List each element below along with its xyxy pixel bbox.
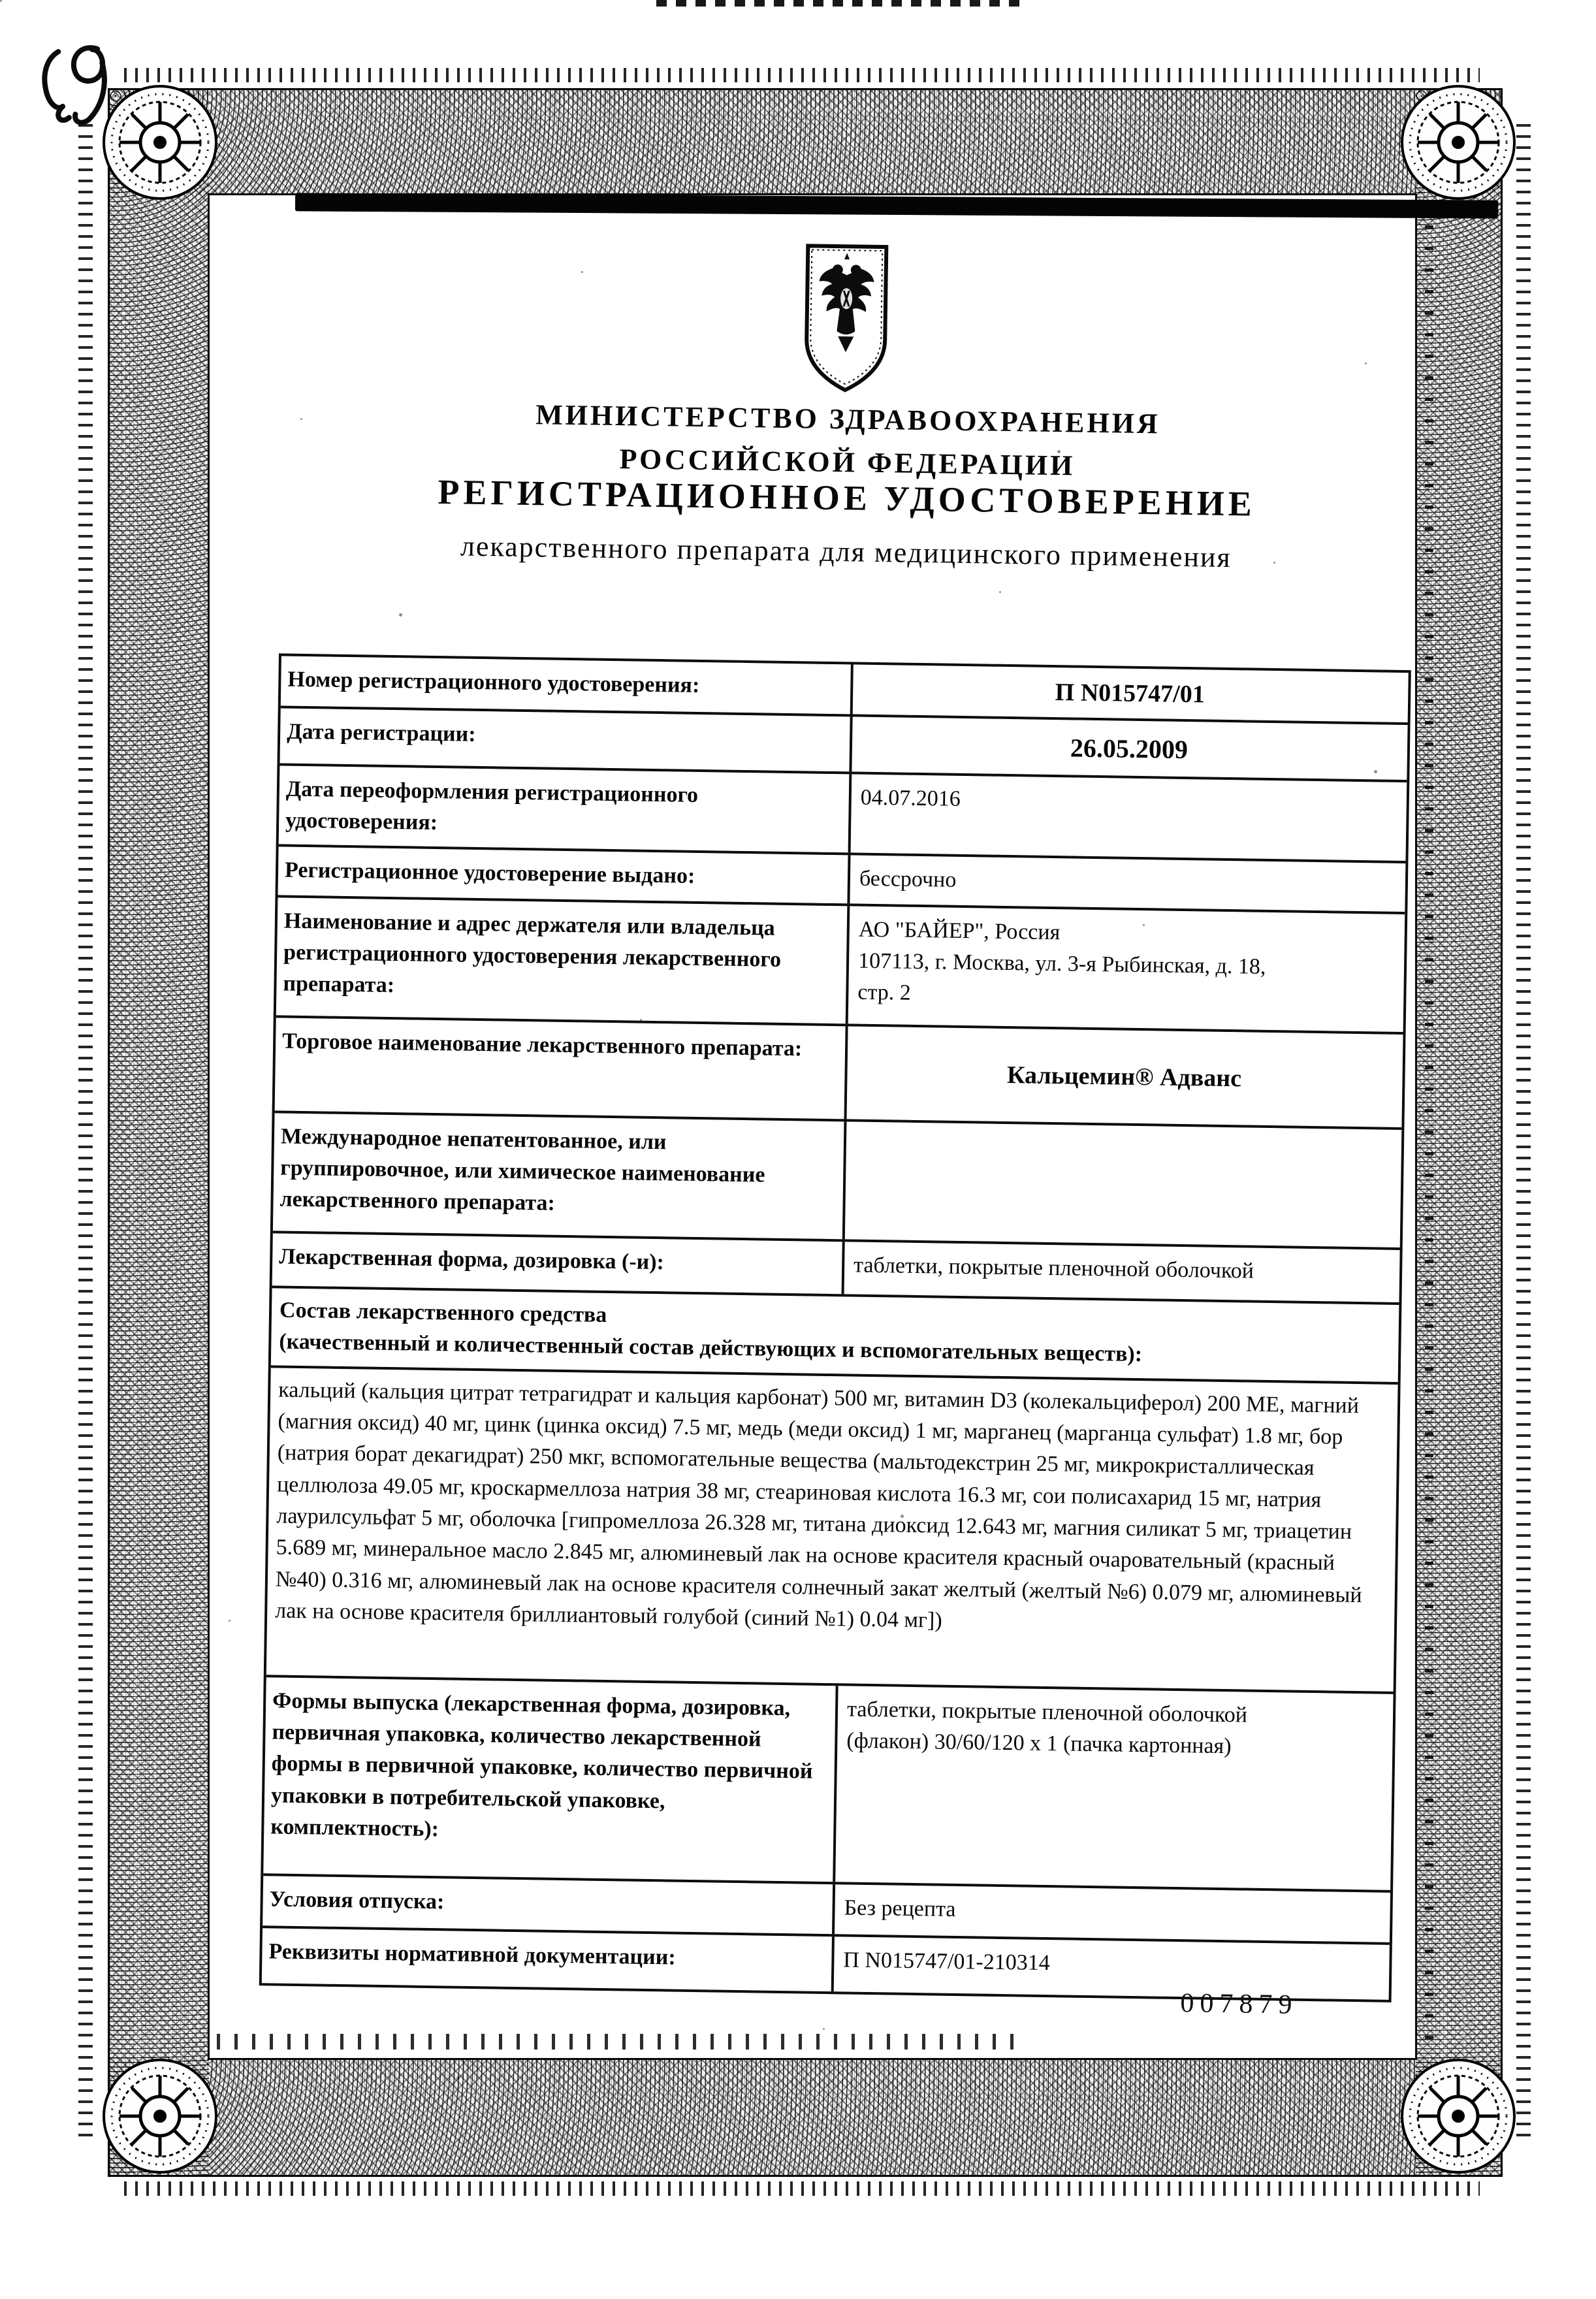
ministry-name: МИНИСТЕРСТВО ЗДРАВООХРАНЕНИЯ РОССИЙСКОЙ ФЕДЕРАЦИИ bbox=[535, 398, 1161, 482]
row-label: Дата переоформления регистрационного удостоверения: bbox=[285, 777, 699, 835]
row-label: Международное непатентованное, или группировочное, или химическое наименование лекарственного препарата: bbox=[279, 1124, 765, 1216]
table-row-composition-text bbox=[266, 1365, 1398, 1692]
document-title: РЕГИСТРАЦИОННОЕ УДОСТОВЕРЕНИЕ bbox=[438, 472, 1256, 524]
row-label: Формы выпуска (лекарственная форма, дозировка, первичная упаковка, количество лекарственной формы в первичной упаковке, количество первичной упаковки в потребительской упаковке, комплектность): bbox=[270, 1688, 813, 1842]
table-row-reissue-date bbox=[279, 763, 1407, 861]
row-value: 04.07.2016 bbox=[848, 774, 1407, 861]
table-row-release-forms bbox=[263, 1675, 1393, 1890]
row-label: Торговое наименование лекарственного препарата: bbox=[281, 1029, 803, 1061]
row-value: АО "БАЙЕР", Россия 107113, г. Москва, ул. 3-я Рыбинская, д. 18, стр. 2 bbox=[846, 906, 1405, 1032]
row-value: П N015747/01-210314 bbox=[831, 1937, 1390, 2000]
scan-noise-specks bbox=[0, 0, 2, 2]
form-serial-number: 007879 bbox=[1180, 1988, 1298, 2020]
row-label: Регистрационное удостоверение выдано: bbox=[284, 858, 695, 888]
row-value: таблетки, покрытые пленочной оболочкой (флакон) 30/60/120 х 1 (пачка картонная) bbox=[833, 1686, 1393, 1890]
row-value: бессрочно bbox=[847, 855, 1405, 912]
table-row-inn-name bbox=[273, 1110, 1402, 1247]
registration-table bbox=[259, 653, 1411, 2002]
row-value: П N015747/01 bbox=[850, 664, 1409, 722]
scan-artifact-top-dashes bbox=[656, 0, 1022, 7]
row-value: таблетки, покрытые пленочной оболочкой bbox=[842, 1242, 1400, 1302]
table-row-composition-heading bbox=[271, 1285, 1399, 1382]
composition-text: кальций (кальция цитрат тетрагидрат и кальция карбонат) 500 мг, витамин D3 (колекальциферол) 200 МЕ, магний (магния оксид) 40 мг, цинк (цинка оксид) 7.5 мг, медь (меди оксид) 1 мг, марганец (марганца сульфат) 1.8 мг, бор (натрия борат декагидрат) 250 мкг, вспомогательные вещества (мальтодекстрин 25 мг, микрокристаллическая целлюлоза 49.05 мг, кроскармеллоза натрия 38 мг, стеариновая кислота 16.3 мг, сои полисахарид 15 мг, натрия лаурилсульфат 5 мг, оболочка [гипромеллоза 26.328 мг, титана диоксид 12.643 мг, магния силикат 5 мг, триацетин 5.689 мг, минеральное масло 2.845 мг, алюминевый лак на основе красителя красный очаровательный (красный №40) 0.316 мг, алюминевый лак на основе красителя солнечный закат желтый (желтый №6) 0.079 мг, алюминевый лак на основе красителя бриллиантовый голубой (синий №1) 0.04 мг]) bbox=[274, 1377, 1362, 1633]
row-value bbox=[842, 1121, 1402, 1247]
row-value: 26.05.2009 bbox=[849, 716, 1407, 780]
row-value: Без рецепта bbox=[832, 1884, 1390, 1942]
row-value: Кальцемин® Адванс bbox=[844, 1026, 1403, 1127]
composition-heading: Состав лекарственного средства (качественный и количественный состав действующих и вспомогательных веществ): bbox=[279, 1298, 1143, 1367]
document-subtitle: лекарственного препарата для медицинского применения bbox=[460, 530, 1232, 574]
row-label: Реквизиты нормативной документации: bbox=[268, 1939, 676, 1970]
table-row-holder-name-address bbox=[276, 895, 1405, 1032]
coat-of-arms-icon bbox=[799, 240, 893, 397]
row-label: Условия отпуска: bbox=[269, 1887, 445, 1914]
row-label: Лекарственная форма, дозировка (-и): bbox=[279, 1244, 665, 1275]
row-label: Дата регистрации: bbox=[286, 719, 476, 747]
table-row-trade-name bbox=[275, 1015, 1403, 1127]
row-label: Номер регистрационного удостоверения: bbox=[287, 667, 700, 698]
row-label: Наименование и адрес держателя или владельца регистрационного удостоверения лекарственного препарата: bbox=[283, 908, 782, 998]
